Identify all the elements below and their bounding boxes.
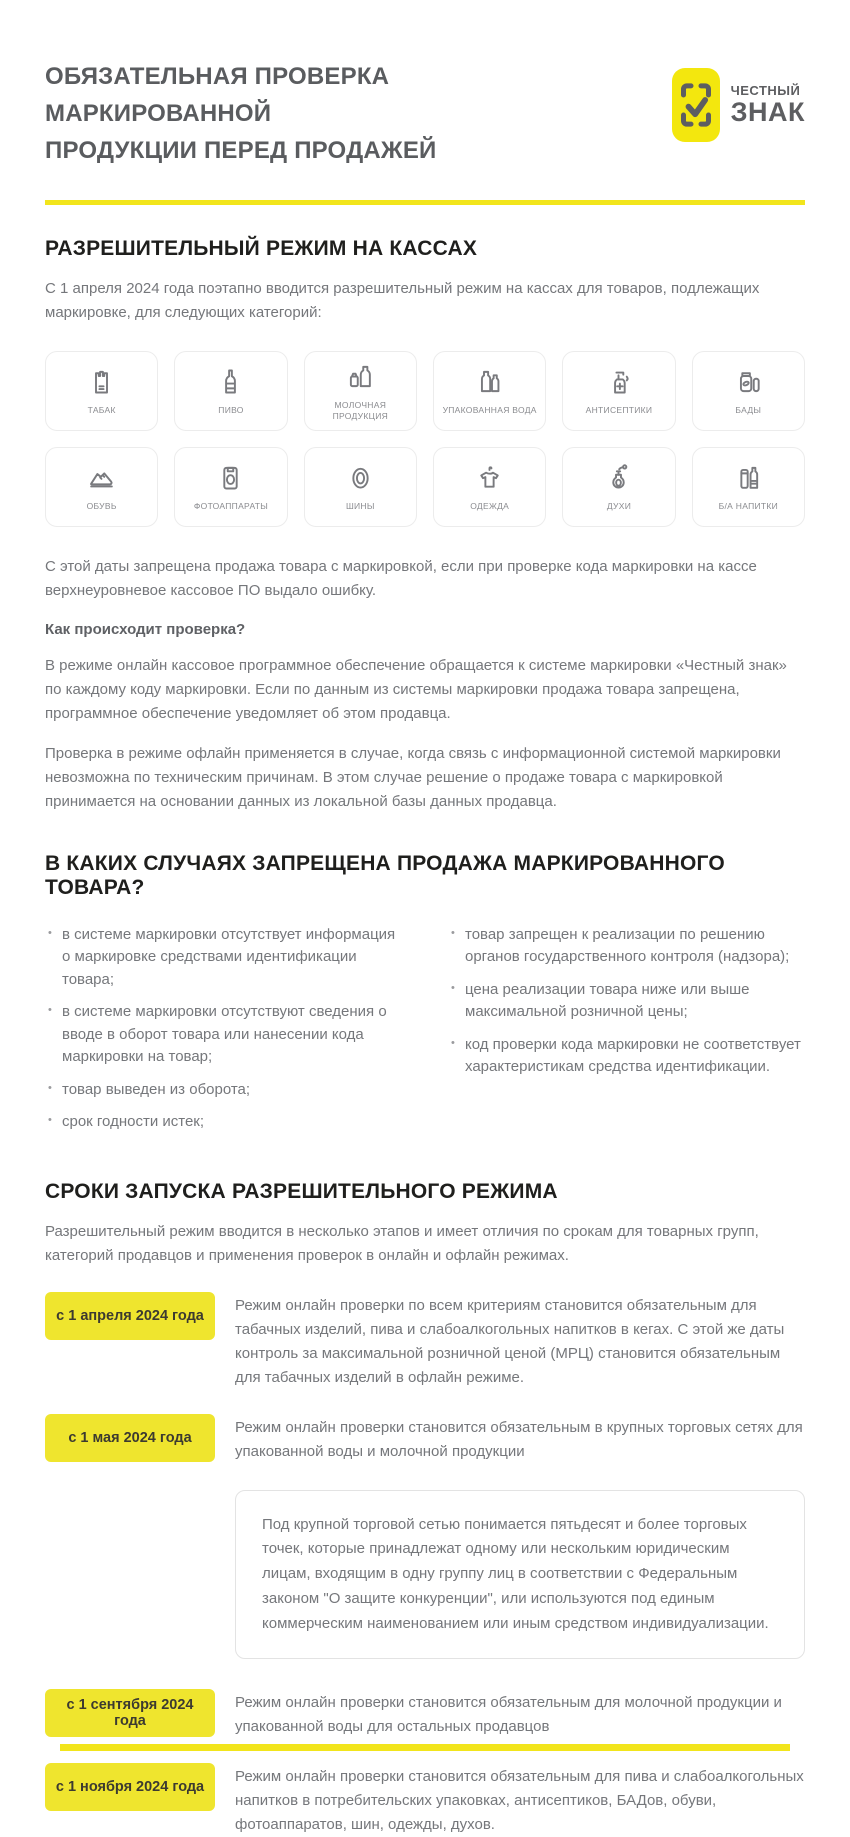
category-card-beer [174,351,287,431]
category-label: ОБУВЬ [86,501,117,512]
category-label: УПАКОВАННАЯ ВОДА [442,405,537,416]
category-card-clothes [433,447,546,527]
category-card-tires [304,447,417,527]
category-label: Б/А НАПИТКИ [718,501,779,512]
category-card-antiseptic [562,351,675,431]
category-label: ОДЕЖДА [470,501,510,512]
bullet-item: • срок годности истек; [45,1111,402,1134]
prohibited-cases-list [45,924,805,1144]
page-title [45,58,585,170]
sneaker-icon [85,461,118,494]
category-label: ШИНЫ [345,501,375,512]
timeline-intro: Разрешительный режим вводится в несколько этапов и имеет отличия по срокам для товарных групп, категорий продавцов и применения проверок в онлайн и офлайн режимах. [45,1222,759,1264]
prohibited-cases-right-column [448,924,805,1144]
timeline-item-september [45,1689,805,1739]
bullet-item: • товар выведен из оборота; [45,1079,402,1102]
timeline-text: Режим онлайн проверки становится обязательным для пива и слабоалкогольных напитков в потребительских упаковках, антисептиков, БАДов, обуви, фотоаппаратов, шин, одежды, духов. [235,1768,804,1834]
timeline-date-badge: с 1 апреля 2024 года [45,1292,215,1340]
dairy-products-icon [344,360,377,393]
bullet-item: • товар запрещен к реализации по решению органов государственного контроля (надзора); [448,924,805,969]
timeline-text: Режим онлайн проверки становится обязательным для молочной продукции и упакованной воды для остальных продавцов [235,1694,782,1736]
tshirt-hanger-icon [473,461,506,494]
category-card-tobacco [45,351,158,431]
category-card-supplements [692,351,805,431]
logo-word-bottom: ЗНАК [730,96,805,127]
category-card-water [433,351,546,431]
water-bottles-icon [473,365,506,398]
category-card-shoes [45,447,158,527]
large-retail-chain-note: Под крупной торговой сетью понимается пятьдесят и более торговых точек, которые принадлежат одному или нескольким юридическим лицам, входящим в одну группу лиц в соответствии с Федеральным законом "О защите конкуренции", или используются под единым коммерческим наименованием или иным средством индивидуализации. [235,1490,805,1660]
category-label: АНТИСЕПТИКИ [585,405,653,416]
cashier-intro: С 1 апреля 2024 года поэтапно вводится разрешительный режим на кассах для товаров, подлежащих маркировке, для следующих категорий: [45,279,760,321]
logo-wordmark [731,84,805,126]
offline-check-para: Проверка в режиме офлайн применяется в случае, когда связь с информационной системой маркировки невозможна по техническим причинам. В этом случае решение о продаже товара с маркировкой принимается на основании данных из локальной базы данных продавца. [45,744,781,810]
online-check-para: В режиме онлайн кассовое программное обеспечение обращается к системе маркировки «Честный знак» по каждому коду маркировки. Если по данным из системы маркировки продажа товара запрещена, программное обеспечение уведомляет об этом продавца. [45,656,787,722]
category-label: ПИВО [218,405,244,416]
timeline-date-badge: с 1 ноября 2024 года [45,1763,215,1811]
beverage-can-icon [732,461,765,494]
bullet-item: • в системе маркировки отсутствует информация о маркировке средствами идентификации товара; [45,924,402,992]
category-label: БАДЫ [735,405,762,416]
category-card-perfume [562,447,675,527]
tire-icon [344,461,377,494]
timeline-item-november [45,1763,805,1837]
beer-bottle-icon [214,365,247,398]
cigarette-pack-icon [85,365,118,398]
timeline-item-may [45,1414,805,1464]
timeline-date-badge: с 1 сентября 2024 года [45,1689,215,1737]
timeline-item-april [45,1292,805,1390]
how-check-works-subheading: Как происходит проверка? [45,620,246,638]
timeline-text: Режим онлайн проверки становится обязательным в крупных торговых сетях для упакованной воды и молочной продукции [235,1418,803,1460]
category-grid [45,351,805,527]
category-label: ТАБАК [87,405,116,416]
bottom-yellow-bar [60,1744,790,1751]
bullet-item: • код проверки кода маркировки не соответствует характеристикам средства идентификации. [448,1034,805,1079]
timeline-date-badge: с 1 мая 2024 года [45,1414,215,1462]
category-card-dairy [304,351,417,431]
prohibited-cases-left-column [45,924,402,1144]
chestny-znak-logo [672,68,805,142]
category-label: ДУХИ [606,501,632,512]
category-card-cameras [174,447,287,527]
camera-icon [214,461,247,494]
category-label: МОЛОЧНАЯ ПРОДУКЦИЯ [332,400,389,421]
section-heading-cashier: РАЗРЕШИТЕЛЬНЫЙ РЕЖИМ НА КАССАХ [45,236,478,260]
category-label: ФОТОАППАРАТЫ [193,501,269,512]
timeline-text: Режим онлайн проверки по всем критериям становится обязательным для табачных изделий, пива и слабоалкогольных напитков в кегах. С этой же даты контроль за максимальной розничной ценой (МРЦ) становится обязательным для табачных изделий в офлайн режиме. [235,1296,785,1386]
bullet-item: • цена реализации товара ниже или выше максимальной розничной цены; [448,979,805,1024]
yellow-divider [45,200,805,205]
section-heading-prohibited: В КАКИХ СЛУЧАЯХ ЗАПРЕЩЕНА ПРОДАЖА МАРКИРОВАННОГО ТОВАРА? [45,851,725,899]
cashier-para-error: С этой даты запрещена продажа товара с маркировкой, если при проверке кода маркировки на кассе верхнеуровневое кассовое ПО выдало ошибку. [45,557,757,599]
page-title-line1: ОБЯЗАТЕЛЬНАЯ ПРОВЕРКА МАРКИРОВАННОЙ [45,63,390,128]
category-card-soft-drinks [692,447,805,527]
page-title-line2: ПРОДУКЦИИ ПЕРЕД ПРОДАЖЕЙ [45,137,437,165]
perfume-atomizer-icon [602,461,635,494]
supplements-jar-icon [732,365,765,398]
header [45,0,805,170]
logo-word-top: ЧЕСТНЫЙ [730,83,801,98]
antiseptic-bottle-icon [602,365,635,398]
chestny-znak-check-icon [672,68,720,142]
section-heading-timeline: СРОКИ ЗАПУСКА РАЗРЕШИТЕЛЬНОГО РЕЖИМА [45,1179,558,1203]
bullet-item: • в системе маркировки отсутствуют сведения о вводе в оборот товара или нанесении кода маркировки на товар; [45,1001,402,1069]
